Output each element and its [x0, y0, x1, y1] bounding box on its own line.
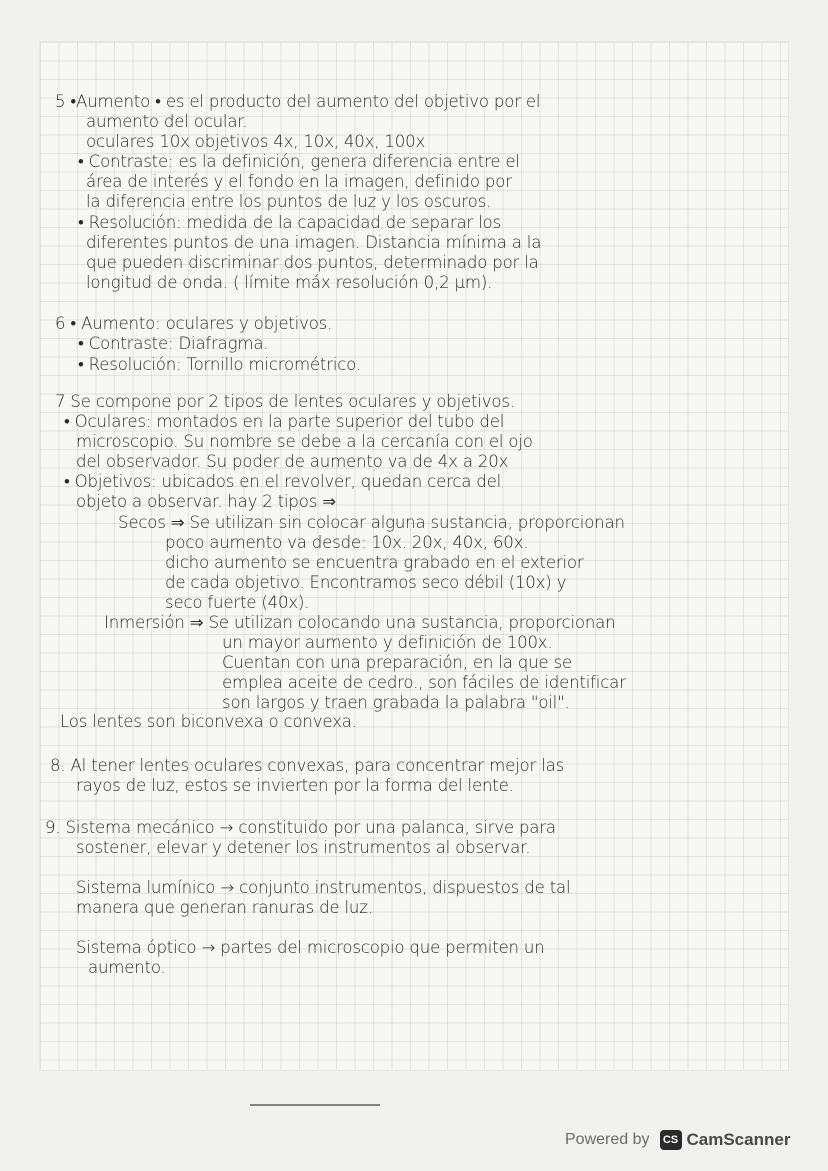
note-line: microscopio. Su nombre se debe a la cercanía con el ojo [76, 432, 533, 451]
note-line: seco fuerte (40x). [165, 593, 310, 612]
note-line: Sistema lumínico → conjunto instrumentos, dispuestos de tal [76, 878, 571, 897]
note-line: 9. Sistema mecánico → constituido por una palanca, sirve para [45, 818, 556, 837]
note-line: dicho aumento se encuentra grabado en el exterior [165, 553, 584, 572]
note-line: Los lentes son biconvexa o convexa. [60, 712, 357, 731]
camscanner-watermark [565, 1128, 790, 1152]
note-line: la diferencia entre los puntos de luz y los oscuros. [86, 192, 492, 211]
camscanner-brand: CamScanner [686, 1130, 791, 1149]
note-line: emplea aceite de cedro., son fáciles de identificar [222, 673, 626, 692]
note-line: son largos y traen grabada la palabra "oil". [222, 693, 570, 712]
note-line: oculares 10x objetivos 4x, 10x, 40x, 100x [86, 132, 426, 151]
note-line: área de interés y el fondo en la imagen, definido por [86, 172, 512, 191]
note-line: 5 •Aumento • es el producto del aumento del objetivo por el [55, 92, 541, 111]
note-line: aumento. [88, 958, 166, 977]
note-line: diferentes puntos de una imagen. Distancia mínima a la [86, 233, 542, 252]
note-line: • Contraste: Diafragma. [78, 334, 269, 353]
note-line: • Resolución: Tornillo micrométrico. [78, 355, 361, 374]
note-line: longitud de onda. ( límite máx resolución 0,2 µm). [86, 273, 493, 292]
note-line: del observador. Su poder de aumento va de 4x a 20x [76, 452, 509, 471]
note-line: rayos de luz, estos se invierten por la forma del lente. [76, 776, 514, 795]
powered-by-label: Powered by [565, 1131, 650, 1148]
camscanner-logo-icon: CS [660, 1130, 682, 1150]
note-line: • Objetivos: ubicados en el revolver, quedan cerca del [64, 472, 502, 491]
note-line: 8. Al tener lentes oculares convexas, para concentrar mejor las [50, 756, 564, 775]
note-line: Inmersión ⇒ Se utilizan colocando una sustancia, proporcionan [104, 613, 616, 632]
page-bottom-stroke [250, 1104, 380, 1106]
note-line: • Contraste: es la definición, genera diferencia entre el [78, 152, 520, 171]
note-line: 7 Se compone por 2 tipos de lentes oculares y objetivos. [55, 392, 515, 411]
note-line: objeto a observar. hay 2 tipos ⇒ [76, 492, 336, 511]
note-line: poco aumento va desde: 10x. 20x, 40x, 60x. [165, 533, 529, 552]
note-line: que pueden discriminar dos puntos, determinado por la [86, 253, 539, 272]
note-line: Sistema óptico → partes del microscopio que permiten un [76, 938, 545, 957]
note-line: Secos ⇒ Se utilizan sin colocar alguna sustancia, proporcionan [118, 513, 625, 532]
note-line: sostener, elevar y detener los instrumentos al observar. [76, 838, 531, 857]
note-line: 6 • Aumento: oculares y objetivos. [55, 314, 333, 333]
note-line: aumento del ocular. [86, 112, 248, 131]
note-line: manera que generan ranuras de luz. [76, 898, 373, 917]
note-line: un mayor aumento y definición de 100x. [222, 633, 553, 652]
note-line: Cuentan con una preparación, en la que se [222, 653, 572, 672]
note-line: • Resolución: medida de la capacidad de separar los [78, 213, 501, 232]
note-line: • Oculares: montados en la parte superior del tubo del [64, 412, 505, 431]
note-line: de cada objetivo. Encontramos seco débil (10x) y [165, 573, 567, 592]
